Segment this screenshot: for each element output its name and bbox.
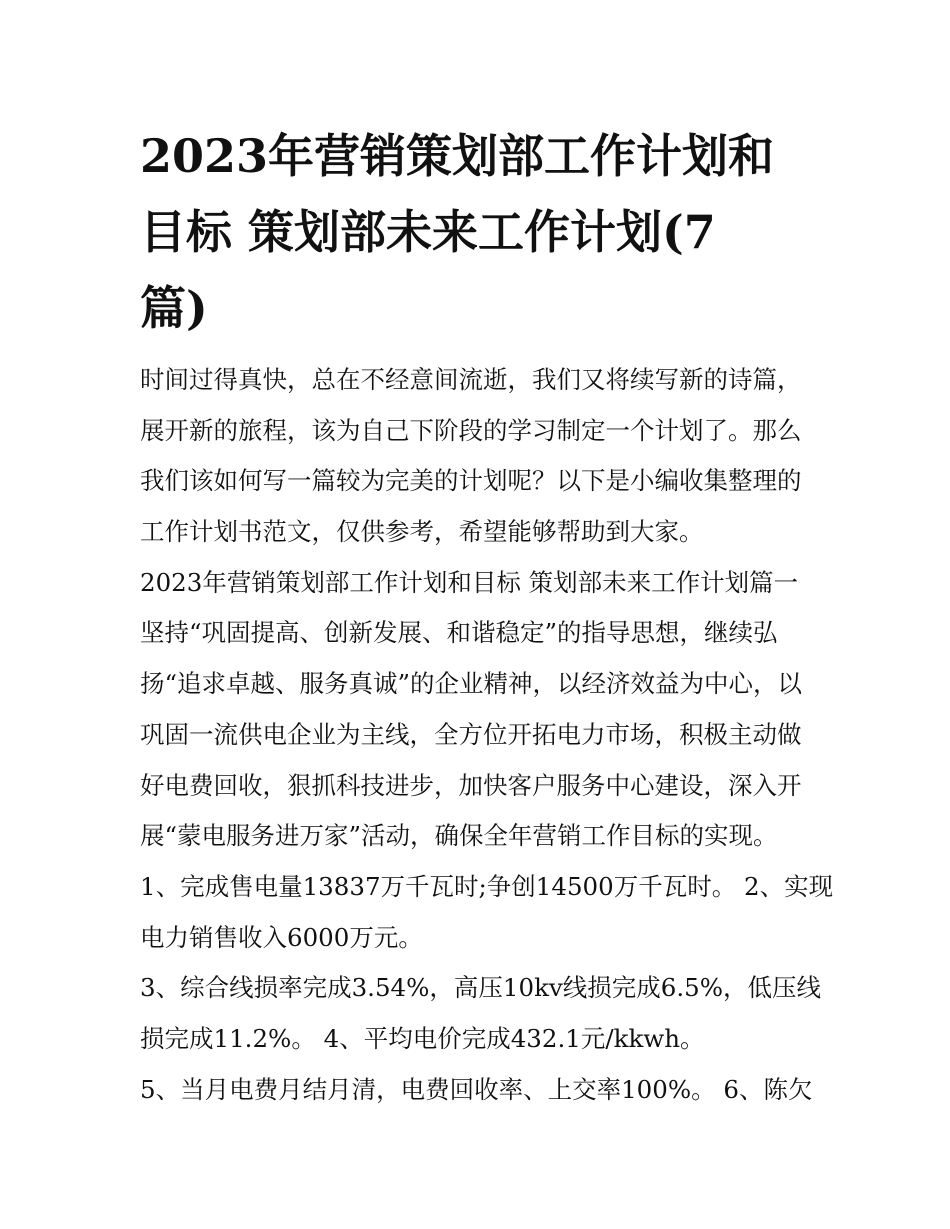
text-line: 1、完成售电量13837万千瓦时;争创14500万千瓦时。 2、实现 [140,871,834,901]
text-line: 我们该如何写一篇较为完美的计划呢？以下是小编收集整理的 [140,466,802,496]
text-line: 工作计划书范文，仅供参考，希望能够帮助到大家。 [140,517,704,547]
text-line: 时间过得真快，总在不经意间流逝，我们又将续写新的诗篇， [140,365,802,394]
title-line: 目标 策划部未来工作计划(7 [140,205,716,259]
text-line: 5、当月电费月结月清，电费回收率、上交率100%。 6、陈欠 [140,1074,813,1104]
document-body [140,361,834,1121]
text-line: 好电费回收，狠抓科技进步，加快客户服务中心建设，深入开 [140,770,802,800]
text-line: 坚持“巩固提高、创新发展、和谐稳定”的指导思想，继续弘 [140,618,778,648]
title-line: 篇) [140,281,208,335]
text-line: 巩固一流供电企业为主线，全方位开拓电力市场，积极主动做 [140,719,802,749]
document-title [140,118,840,346]
text-line: 展开新的旅程，该为自己下阶段的学习制定一个计划了。那么 [140,415,802,445]
text-line: 3、综合线损率完成3.54%，高压10kv线损完成6.5%，低压线 [140,973,822,1003]
text-line: 损完成11.2%。 4、平均电价完成432.1元/kkwh。 [140,1023,705,1053]
text-line: 电力销售收入6000万元。 [140,922,423,952]
text-line: 展“蒙电服务进万家”活动，确保全年营销工作目标的实现。 [140,821,778,851]
section-heading: 2023年营销策划部工作计划和目标 策划部未来工作计划篇一 [140,567,799,597]
text-line: 扬“追求卓越、服务真诚”的企业精神，以经济效益为中心，以 [140,669,803,699]
title-line: 2023年营销策划部工作计划和 [140,129,775,183]
